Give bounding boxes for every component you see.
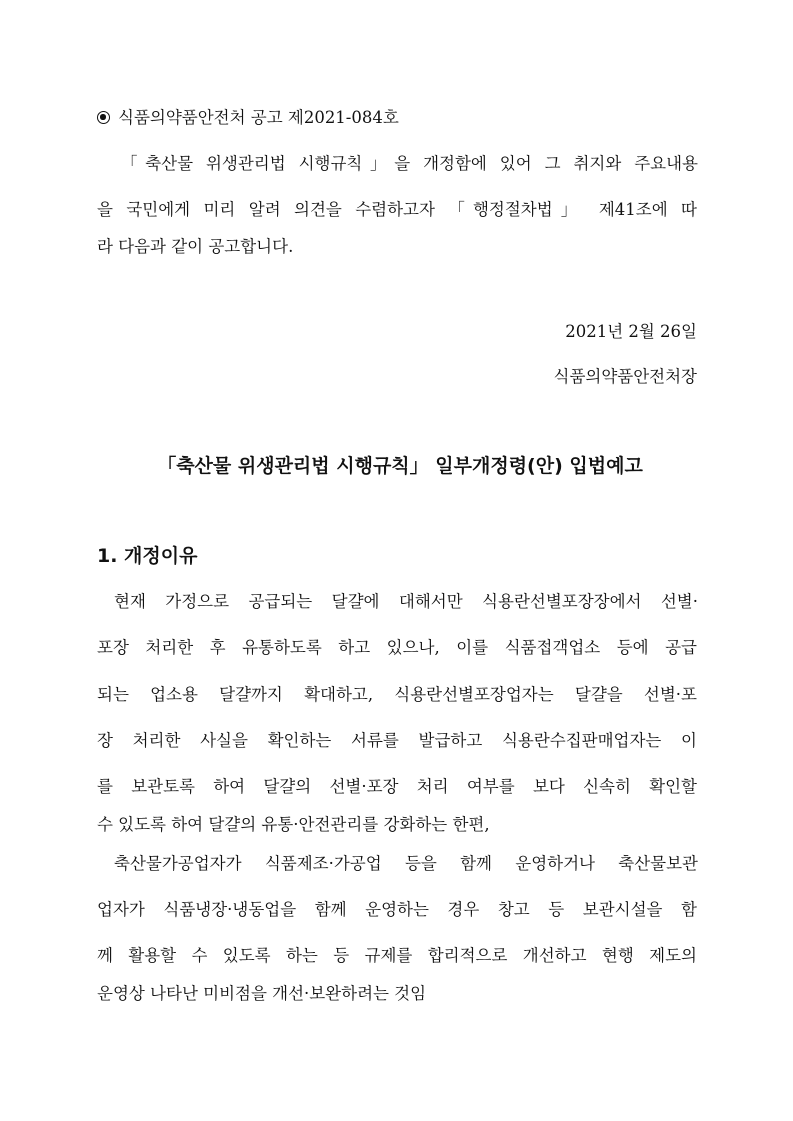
reason-line: 포장 처리한 후 유통하도록 하고 있으나, 이를 식품접객업소 등에 공급	[97, 638, 697, 657]
reason-line: 현재 가정으로 공급되는 달걀에 대해서만 식용란선별포장장에서 선별·	[114, 592, 698, 611]
intro-line: 「축산물 위생관리법 시행규칙」을 개정함에 있어 그 취지와 주요내용	[121, 154, 698, 173]
notice-date: 2021년 2월 26일	[565, 322, 697, 341]
intro-line: 라 다음과 같이 공고합니다.	[97, 237, 294, 256]
bullet-icon	[97, 111, 110, 124]
reason-line: 수 있도록 하여 달걀의 유통·안전관리를 강화하는 한편,	[97, 815, 490, 834]
reason-line: 되는 업소용 달걀까지 확대하고, 식용란선별포장업자는 달걀을 선별·포	[97, 685, 697, 704]
notice-header	[97, 106, 697, 130]
reason-line: 업자가 식품냉장·냉동업을 함께 운영하는 경우 창고 등 보관시설을 함	[97, 900, 697, 919]
intro-line: 을 국민에게 미리 알려 의견을 수렴하고자 「행정절차법」 제41조에 따	[97, 200, 697, 219]
notice-header-text: 식품의약품안전처 공고 제2021-084호	[118, 108, 399, 127]
section-heading: 1. 개정이유	[97, 545, 198, 567]
reason-line: 를 보관토록 하여 달걀의 선별·포장 처리 여부를 보다 신속히 확인할	[97, 777, 697, 796]
reason-line: 운영상 나타난 미비점을 개선·보완하려는 것임	[97, 984, 427, 1003]
reason-line: 축산물가공업자가 식품제조·가공업 등을 함께 운영하거나 축산물보관	[114, 854, 698, 873]
reason-line: 장 처리한 사실을 확인하는 서류를 발급하고 식용란수집판매업자는 이	[97, 731, 697, 750]
notice-issuer: 식품의약품안전처장	[553, 367, 697, 386]
reason-line: 께 활용할 수 있도록 하는 등 규제를 합리적으로 개선하고 현행 제도의	[97, 946, 697, 965]
document-title: 「축산물 위생관리법 시행규칙」 일부개정령(안) 입법예고	[157, 455, 643, 477]
